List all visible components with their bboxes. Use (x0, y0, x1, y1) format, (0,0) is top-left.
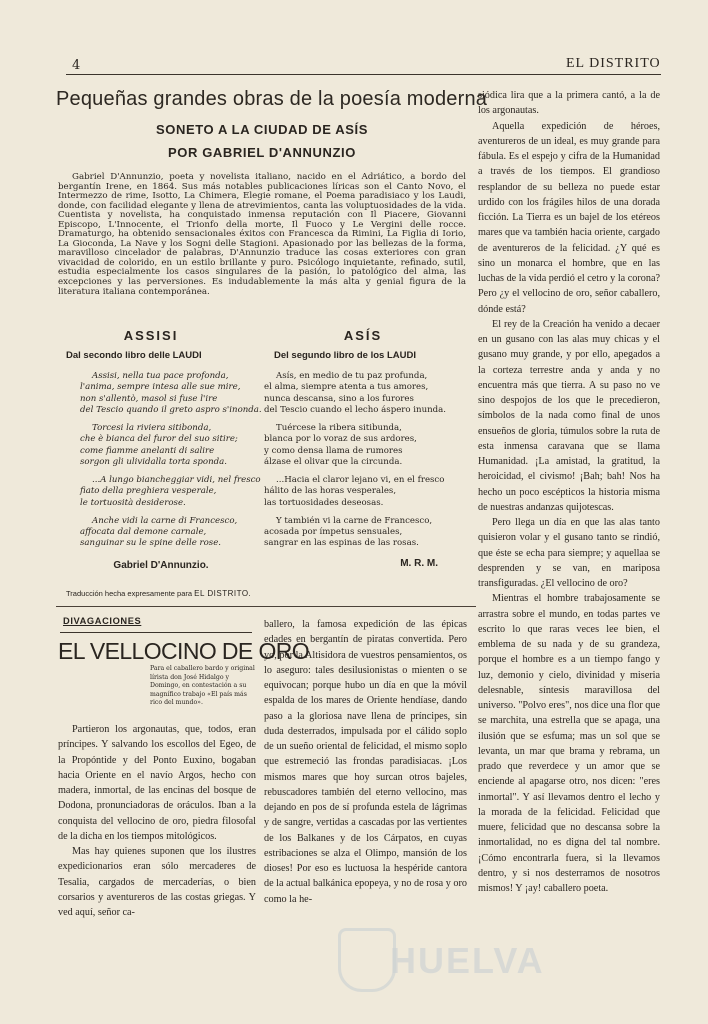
poem-line: come fiamme anelanti di salire (80, 445, 215, 456)
right-column-text (478, 88, 660, 896)
poem-line: Tuércese la ribera sitibunda, (276, 423, 402, 433)
poem-line: las tortuosidades deseosas. (264, 497, 384, 508)
poem-it-subtitle: Dal secondo libro delle LAUDI (66, 350, 202, 361)
poem-line: che è bianca del furor del suo sitire; (80, 434, 238, 445)
paragraph: El rey de la Creación ha venido a decaer en un gusano con las alas muy chicas y el gusano muy grande, y por ello, apegados a la corteza terrestre anda y anda y no encuentra más que tierra. A su paso no ve sino despojos de los que le precedieron, símbolos de la nada como final de unos ensueños de gloria, túmulos sobre la ruta de esta inmensa caravana que se llama Humanidad. ¡La amistad, la gratitud, la heroicidad, el civismo! ¡Bah; bah! Nos ha hecho un poco escépticos la historia misma de nuestras andanzas quijotescas. (478, 318, 660, 513)
poem-line: del Tescio quando il greto aspro s'inonda. (80, 404, 262, 415)
middle-column-text: ballero, la famosa expedición de las épicas edades en bergantín de piratas convertida. Pero yo, por la Altisidora de vuestros pensamientos, os lo aseguro: tales desilusionistas o mienten o se equivocan; porque hubo un día en que la móvil espalda de los mares de Oriente hendíase, dando paso a la gloriosa nave llena de príncipes, sin duda desterrados, impulsada por el cálido soplo de un sueño oriental de felicidad, el mismo soplo que estremeció las frondas paradisiacas. ¡Los mismos mares que hoy surcan otros bajeles, rebuscadores también del eterno vellocino, mas dejando en pos de sí profunda estela de lágrimas y de sangre, vertidas a cascadas por las vertientes de los Balkanes y de los Cárpatos, en cuyas estribaciones se alza el Olimpo, mansión de los dioses! Por eso es luctuosa la hespéride cantora de la actual balkánica epopeya, y no de rosa y oro como la he- (264, 619, 467, 905)
watermark-shield-icon (338, 928, 396, 992)
article-subtitle: SONETO A LA CIUDAD DE ASÍS (155, 122, 369, 137)
poem-line: y como densa llama de rumores (264, 445, 403, 456)
header-rule (66, 74, 661, 75)
intro-paragraph: Gabriel D'Annunzio, poeta y novelista italiano, nacido en el Adriático, a bordo del bergantín Irene, en 1864. Sus más notables publicaciones líricas son el Canto Novo, el Intermezzo de rime, Isotto, La Chimera, Elegie romane, el Poema paradisiaco y los Laudi, donde, con facilidad elegante y llena de atrevimientos, canta las voluptuosidades de la vida. Cuentista y novelista, ha conquistado inmensa reputación con Il Piacere, Giovanni Episcopo, L'Innocente, el Trionfo della morte, Il Fuoco y Le Vergini delle rocce. Dramaturgo, ha obtenido sensacionales éxitos con Francesca da Rimini, La Figlia di Iorio, La Gioconda, La Nave y los Sogni delle Stagioni. Apasionado por las bellezas de la forma, maravilloso cincelador de palabras, D'Annunzio traduce las cosas exteriores con gran vivacidad de colorido, en un estilo brillante y puro. Psicólogo inquietante, refinado, sutil, estudia especialmente los casos singulares de la pasión, lo patológico del alma, las excepciones y las perversiones. Es indudablemente la más alta y genial figura de la literatura italiana contemporánea. (58, 172, 466, 297)
poem-line: nunca descansa, sino a los furores (264, 393, 414, 404)
article2-title: EL VELLOCINO DE ORO (58, 638, 310, 664)
paragraph: Aquella expedición de héroes, aventureros de un ideal, es muy grande para fábula. Es el espejo y cifra de la Humanidad a través de los tiempos. El grandioso resplandor de su belleza no puede estar urdido con los frágiles hilos de una dorada ficción. La Tierra es un bajel de los etéreos mares que va también hacia oriente, cargado de aventureros de la felicidad. ¿Y qué es sino un monarca el hombre, que en las luchas de la vida perdió el cetro y la corona? Pero ¿y el vellocino de oro, señor caballero, dónde está? (478, 120, 660, 315)
poem-line: affocata dal demone carnale, (80, 527, 207, 537)
poem-line: del Tescio cuando el lecho áspero inunda. (264, 404, 447, 415)
translation-note: Traducción hecha expresamente para EL DISTRITO. (66, 589, 252, 598)
paragraph: Mas hay quienes suponen que los ilustres expedicionarios eran sólo mercaderes de Tesalia, cargados de mercaderías, o bien corsarios y aventureros de las costas griegas. Y ved aquí, señor ca- (58, 846, 256, 918)
stanza-gap (264, 468, 474, 475)
poem-line: non s'allentò, masol si fuse l'ire (80, 393, 218, 404)
poem-line: sangrar en las espinas de las rosas. (264, 538, 419, 549)
article-title: Pequeñas grandes obras de la poesía moderna (56, 88, 488, 110)
poem-italian (80, 371, 270, 550)
section-label: DIVAGACIONES (63, 616, 142, 626)
watermark: HUELVA (390, 940, 545, 981)
poem-line: Torcesi la riviera sitibonda, (92, 423, 212, 433)
paragraph: Pero llega un día en que las alas tanto quisieron volar y el gusano tanto se rindió, que éste se echa para siempre; y aquellaa se desprenden y se van, en mariposa transfiguradas. ¿El vellocino de oro? (478, 517, 660, 589)
poem-es-subtitle: Del segundo libro de los LAUDI (274, 350, 416, 361)
poem-line: ...A lungo biancheggiar vidi, nel fresco (92, 475, 261, 485)
poem-line: l'anima, sempre intesa alle sue mire, (80, 382, 241, 393)
paragraph: Partieron los argonautas, que, todos, eran príncipes. Y salvando los escollos del Egeo, de la Propóntide y del Ponto Euxino, bogaban hacia Oriente en el navío Argos, hecho con madera, inmortal, de las encinas del bosque de Dodona, pronunciadoras de oráculos. Iban a la conquista del vellocino de oro, piedra filosofal de la dicha en los tiempos mitológicos. (58, 724, 256, 842)
poem-line: el alma, siempre atenta a tus amores, (264, 382, 429, 393)
poem-line: ...Hacia el claror lejano vi, en el fresco (276, 475, 445, 485)
stanza-gap (80, 468, 270, 475)
poem-it-signature: Gabriel D'Annunzio. (113, 560, 209, 571)
stanza-gap (80, 509, 270, 516)
paragraph: siódica lira que a la primera cantó, a la de los argonautas. (478, 90, 660, 117)
page-number: 4 (72, 58, 81, 73)
article-byline: POR GABRIEL D'ANNUNZIO (168, 145, 356, 160)
poem-line: Anche vidi la carne di Francesco, (92, 515, 238, 526)
poem-line: álzase el olivar que la circunda. (264, 456, 403, 467)
section-rule (56, 606, 476, 607)
poem-line: le tortuosità desiderose. (80, 497, 186, 508)
poem-line: Y también vi la carne de Francesco, (276, 515, 433, 526)
poem-es-signature: M. R. M. (400, 558, 438, 569)
poem-line: fiato della preghiera vesperale, (80, 486, 217, 497)
poem-line: Asís, en medio de tu paz profunda, (276, 371, 428, 381)
poem-line: Assisi, nella tua pace profonda, (92, 371, 229, 381)
dedication: Para el caballero bardo y original lírista don José Hidalgo y Domingo, en contestación a su magnífico trabajo «El país más rico del mundo». (150, 665, 255, 707)
poem-line: acosada por ímpetus sensuales, (264, 527, 403, 537)
stanza-gap (264, 509, 474, 516)
paragraph: Mientras el hombre trabajosamente se arrastra sobre el mundo, en todas partes ve escrito lo que raras veces lee bien, el emblema de su nada y de su grandeza, porque el hombre es a un tiempo fango y luz, demonio y cielo, divinidad y miseria delesnable, síntesis maravillosa del universo. "Polvo eres", nos dice una flor que se marchita, una estrella que se apaga, una ilusión que se esfuma; mas un sol que se levanta, un mar que brama y rebrama, un prado que reverdece y un amor que se enciende al apagarse otro, nos dicen: "eres inmortal". Y así llevamos dentro el lecho y la morada de la felicidad. Felicidad que muere, felicidad que no descansa sobre la inmortalidad, no es digna del tal nombre. ¡Cómo encontrarla fuera, si la llevamos dentro, y si nos desterramos de nosotros mismos! Y ¡ay! caballero poeta. (478, 593, 660, 894)
poem-line: sorgon gli ulividalla torta sponda. (80, 456, 227, 467)
publication-name: EL DISTRITO (566, 56, 661, 71)
stanza-gap (264, 416, 474, 423)
poem-line: blanca por lo voraz de sus ardores, (264, 434, 417, 445)
poem-es-title: ASÍS (343, 328, 383, 343)
poem-spanish (264, 371, 474, 550)
poem-line: hálito de las horas vesperales, (264, 486, 397, 497)
left-column-text (58, 722, 256, 920)
poem-it-title: ASSISI (123, 328, 179, 343)
poem-line: sanguinar su le spine delle rose. (80, 538, 222, 549)
section-label-rule (60, 632, 252, 633)
stanza-gap (80, 416, 270, 423)
